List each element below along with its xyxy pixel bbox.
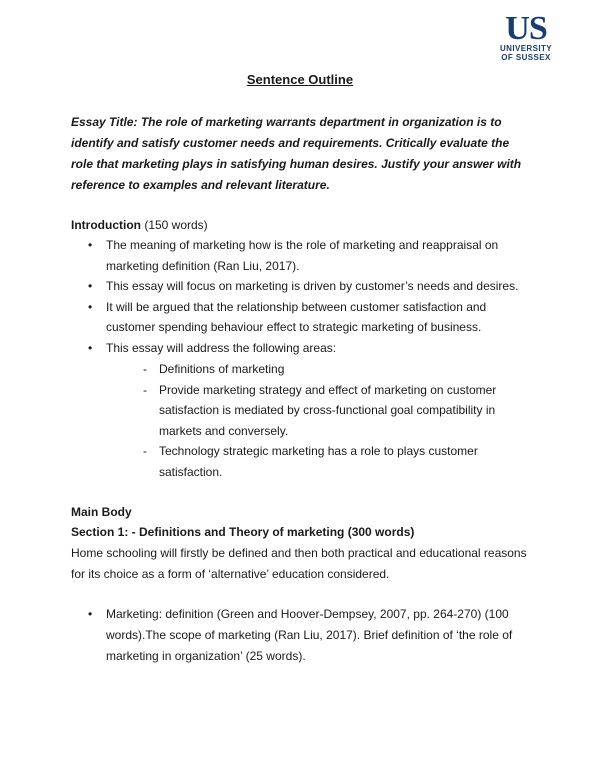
list-item-text: This essay will focus on marketing is driven by customer’s needs and desires. bbox=[106, 279, 519, 293]
intro-heading: Introduction bbox=[71, 218, 141, 232]
list-item-text: Technology strategic marketing has a role to plays customer satisfaction. bbox=[159, 444, 478, 479]
bullet-icon: • bbox=[88, 279, 93, 293]
list-item bbox=[0, 359, 499, 380]
section-1-heading: Section 1: - Definitions and Theory of marketing (300 words) bbox=[71, 525, 415, 539]
essay-title: Essay Title: The role of marketing warrants department in organization is to identify and satisfy customer needs and requirements. Critically evaluate the role that marketing plays in satisfying human desires. Justify your answer with reference to examples and relevant literature. bbox=[71, 115, 522, 192]
university-logo bbox=[497, 10, 555, 62]
intro-bullet-list bbox=[0, 235, 526, 358]
list-item-text: Marketing: definition (Green and Hoover-Dempsey, 2007, pp. 264-270) (100 words).The scope of marketing (Ran Liu, 2017). Brief definition of ‘the role of marketing in organization’ (25 words). bbox=[106, 607, 513, 663]
main-body-heading-line bbox=[71, 502, 132, 522]
list-item-text: This essay will address the following areas: bbox=[106, 340, 337, 355]
main-body-heading: Main Body bbox=[71, 505, 132, 519]
page-title-text: Sentence Outline bbox=[246, 72, 354, 87]
list-item bbox=[0, 297, 526, 338]
intro-heading-line bbox=[71, 215, 208, 235]
list-item-text: It will be argued that the relationship between customer satisfaction and customer spending behaviour effect to strategic marketing of business. bbox=[106, 299, 487, 334]
main-body-paragraph: Home schooling will firstly be defined and then both practical and educational reasons for its choice as a form of ‘alternative’ education considered. bbox=[71, 546, 527, 581]
bullet-icon: • bbox=[88, 340, 93, 355]
main-body-bullet-list bbox=[0, 604, 526, 667]
logo-line-2: OF SUSSEX bbox=[501, 53, 551, 62]
list-item-text: Provide marketing strategy and effect of marketing on customer satisfaction is mediated by cross-functional goal compatibility in markets and conversely. bbox=[159, 382, 497, 438]
list-item-text: Definitions of marketing bbox=[159, 362, 285, 376]
logo-mark: US bbox=[505, 10, 547, 47]
section-1-heading-line bbox=[71, 522, 414, 542]
list-item bbox=[0, 235, 526, 276]
page-title bbox=[0, 72, 600, 87]
list-item bbox=[0, 380, 499, 442]
bullet-icon: • bbox=[88, 607, 93, 621]
list-item bbox=[0, 604, 526, 667]
bullet-icon: • bbox=[88, 238, 93, 252]
logo-line-1: UNIVERSITY bbox=[499, 44, 552, 53]
bullet-icon: • bbox=[88, 299, 93, 314]
list-item bbox=[0, 338, 526, 359]
dash-icon: - bbox=[143, 382, 147, 397]
intro-word-count: (150 words) bbox=[140, 218, 208, 232]
list-item-text: The meaning of marketing how is the role of marketing and reappraisal on marketing definition (Ran Liu, 2017). bbox=[106, 238, 499, 273]
areas-dash-list bbox=[0, 359, 499, 482]
list-item bbox=[0, 276, 526, 297]
dash-icon: - bbox=[143, 444, 147, 458]
dash-icon: - bbox=[143, 362, 147, 376]
list-item bbox=[0, 441, 499, 482]
